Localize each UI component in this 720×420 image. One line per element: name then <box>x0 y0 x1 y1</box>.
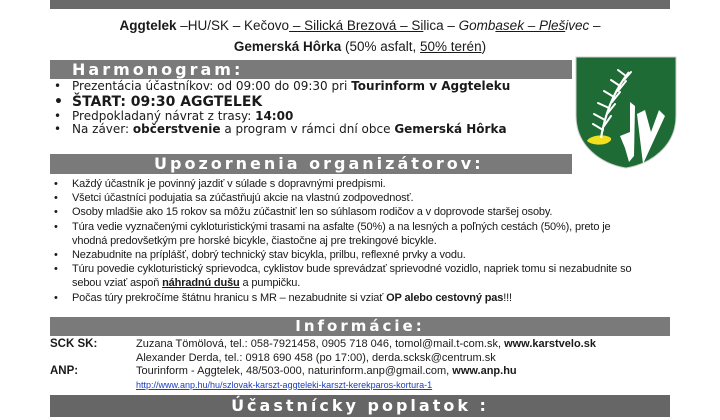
list-item <box>50 123 510 137</box>
contacts-block <box>50 338 690 392</box>
section-header-informacie: Informácie: <box>50 317 670 336</box>
contact-line: Alexander Derda, tel.: 0918 690 458 (po 17:00), derda.scksk@centrum.sk <box>136 351 496 364</box>
list-item <box>50 291 670 305</box>
item-text: Počas túry prekročíme štátnu hranicu s MR – nezabudnite si vziať <box>72 291 387 304</box>
website-link[interactable]: www.anp.hu <box>452 365 517 377</box>
list-item-start <box>50 94 510 110</box>
route-text: lica – <box>423 18 459 33</box>
route-text: – <box>589 18 601 33</box>
harmonogram-list <box>50 80 510 137</box>
item-text: Na záver: <box>72 122 133 136</box>
route-line-1 <box>0 16 720 36</box>
contact-label: ANP: <box>50 365 79 377</box>
list-item <box>50 80 510 94</box>
website-link[interactable]: www.karstvelo.sk <box>504 338 596 350</box>
section-header-upozornenia: Upozornenia organizátorov: <box>50 154 572 174</box>
anp-url-link[interactable]: http://www.anp.hu/hu/szlovak-karszt-aggteleki-karszt-kerekparos-kortura-1 <box>136 379 433 390</box>
item-text: Túru povedie cykloturistický sprievodca, cyklistov bude sprevádzať sprievodné vozidlo, napriek tomu si nezabudnite so sebou vziať aspoň <box>72 263 632 290</box>
section-header-poplatok: Účastnícky poplatok : <box>50 395 670 417</box>
item-text: Prezentácia účastníkov: od 09:00 do 09:30 pri <box>72 79 352 93</box>
item-text: !!! <box>503 291 512 304</box>
list-item <box>50 205 670 219</box>
contact-label: SCK SK: <box>50 338 98 350</box>
item-bold: 14:00 <box>255 108 294 123</box>
list-item <box>50 177 670 191</box>
list-item <box>50 110 510 124</box>
item-bold: OP alebo cestovný pas <box>386 291 504 304</box>
item-bold: Gemerská Hôrka <box>394 122 507 136</box>
item-bold-underlined: náhradnú dušu <box>162 277 240 290</box>
route-text-underlined: – Silická Brezová – Si <box>289 18 424 33</box>
route-text-italic: Gomb <box>458 18 496 33</box>
contact-details <box>136 365 690 392</box>
coat-of-arms-icon <box>573 54 679 170</box>
contact-line: Zuzana Tömölová, tel.: 058-7921458, 0905 718 046, tomol@mail.t-com.sk, <box>136 338 505 350</box>
item-text: Každý účastník je povinný jazdiť v súlade s dopravnými predpismi. <box>72 178 386 190</box>
upozornenia-list <box>50 177 670 305</box>
surface-text-underlined: 50% terén <box>420 39 482 54</box>
item-text: Osoby mladšie ako 15 rokov sa môžu zúčastniť len so súhlasom rodičov a v doprovode staršej osoby. <box>72 206 553 219</box>
list-item <box>50 248 670 262</box>
item-bold: občerstvenie <box>132 122 221 136</box>
route-text-italic: ivec <box>565 18 590 33</box>
list-item <box>50 262 670 290</box>
item-bold: ŠTART: 09:30 AGGTELEK <box>72 93 263 110</box>
route-text: –HU/SK – Kečovo <box>176 18 290 33</box>
contact-line: Tourinform - Aggtelek, 48/503-000, naturinform.anp@gmail.com, <box>136 365 453 377</box>
surface-text: ) <box>481 39 487 54</box>
item-text: a pumpičku. <box>239 277 301 290</box>
item-text: Nezabudnite na príplášť, dobrý technický stav bicykla, prilbu, reflexné prvky a vodu. <box>72 249 466 262</box>
contact-row-anp <box>50 365 690 392</box>
contact-row-sck <box>50 338 690 365</box>
item-bold: Tourinform v Aggteleku <box>351 79 511 93</box>
top-header-bar <box>50 0 670 9</box>
route-end: Gemerská Hôrka <box>233 39 342 54</box>
item-text: Túra vedie vyznačenými cykloturistickými trasami na asfalte (50%) a na lesných a poľných cestách (50%), preto je vhodná predovšetkým pre horské bicykle, čiastočne aj pre trekingové bicykle. <box>72 220 611 247</box>
list-item <box>50 191 670 205</box>
item-text: a program v rámci dní obce <box>220 122 395 136</box>
item-text: Všetci účastníci podujatia sa zúčastňujú akcie na vlastnú zodpovednosť. <box>72 192 414 205</box>
list-item <box>50 220 670 248</box>
surface-text: (50% asfalt, <box>341 39 421 54</box>
contact-details <box>136 338 690 365</box>
route-text-italic-underlined: asek – Pleš <box>495 18 566 33</box>
route-start: Aggtelek <box>119 18 177 33</box>
section-header-harmonogram: Harmonogram: <box>50 60 572 79</box>
item-text: Predpokladaný návrat z trasy: <box>72 108 256 123</box>
